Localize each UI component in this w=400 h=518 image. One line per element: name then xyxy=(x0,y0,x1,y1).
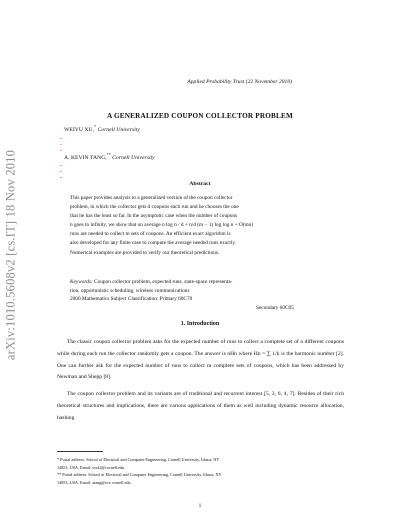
abstract-line: Numerical examples are provided to verify our theoretical predictions. xyxy=(70,249,220,256)
author-name: WEIYU XU, xyxy=(64,126,95,133)
section-heading: 1. Introduction xyxy=(180,321,220,327)
abstract-line: problem, in which the collector gets d coupons each run and he chooses the one xyxy=(70,204,239,211)
author-mark: • • • xyxy=(60,136,62,153)
author-affiliation: Cornell University xyxy=(112,154,155,161)
journal-header: Applied Probability Trust (22 November 2010) xyxy=(187,79,292,85)
intro-paragraph-2 xyxy=(57,389,344,424)
body-line: a coupon. The answer is nHn where Hn = ∑ 1/k is the harmonic number [2]. One xyxy=(57,350,344,369)
abstract-heading: Abstract xyxy=(189,181,211,187)
msc-secondary: Secondary 60C05 xyxy=(256,305,294,311)
footnote-line: ** Postal address: School of Electrical and Computer Engineering, Cornell University, Ithaca, NY xyxy=(57,472,222,478)
abstract-line: runs are needed to collect m sets of coupons. An efficient exact algorithm is xyxy=(70,231,231,238)
body-line: interest [5, 3, 6, 4, 7]. Besides of their rich theoretical structures and implications, there xyxy=(57,391,345,409)
footnote-line: 14853, USA. Email: wx42@cornell.edu. xyxy=(57,464,126,470)
keywords xyxy=(70,278,332,296)
intro-text xyxy=(57,337,344,430)
footnotes xyxy=(57,456,344,487)
abstract-line: n goes to infinity, we show that on average n log n / d + n/d (m − 1) log log n + O(mn) xyxy=(70,222,254,229)
body-line: The classic coupon collector problem asks for the expected number of runs to collect xyxy=(67,339,259,345)
abstract-line: also developed for any finite case to compute the average needed runs exactly. xyxy=(70,240,236,247)
author-affiliation: Cornell University xyxy=(97,126,140,133)
keywords-text: Coupon collector problem, expected runs, state-space representa- xyxy=(94,279,233,285)
footnote-line: * Postal address: School of Electrical and Computer Engineering, Cornell University, Ithaca, NY xyxy=(57,457,220,462)
author-name: A. KEVIN TANG, xyxy=(64,154,107,161)
abstract-line: This paper provides analysis to a generalized version of the coupon collector xyxy=(70,195,233,201)
arxiv-stamp[interactable]: arXiv:1010.5608v2 [cs.IT] 18 Nov 2010 xyxy=(3,149,18,361)
abstract-line: that he has the least so far. In the asymptotic case when the number of coupons xyxy=(70,213,238,220)
footnote-rule xyxy=(57,451,103,452)
intro-paragraph-1 xyxy=(57,337,344,384)
author-mark: • • • xyxy=(60,163,62,180)
author-footnote-mark[interactable]: ** xyxy=(106,152,111,157)
msc-primary: 2000 Mathematics Subject Classification: Primary 60C70 xyxy=(70,296,193,302)
body-line: a complete set of n different coupons while during each run the collector randomly gets xyxy=(57,339,345,357)
keywords-label: Keywords: xyxy=(70,279,93,285)
body-line: The coupon collector problem and its variants are of traditional and recurrent xyxy=(67,391,244,398)
paper-title: A GENERALIZED COUPON COLLECTOR PROBLEM xyxy=(107,112,293,120)
body-line: are various applications of them as well including dynamic resource allocation, hashing xyxy=(57,402,344,421)
author-1 xyxy=(64,124,140,133)
author-2 xyxy=(64,152,155,161)
keywords-text-continued: tion, opportunistic scheduling, wireless communications xyxy=(70,288,190,295)
body-line: which has been addressed by Newman and Shepp [8]. xyxy=(57,362,344,381)
abstract-body xyxy=(70,194,332,258)
footnote-line: 14853, USA. Email: atang@ece.cornell.edu. xyxy=(57,480,132,486)
page-number: 1 xyxy=(198,503,202,509)
body-line: can further ask for the expected number of runs to collect m complete sets of coupons, xyxy=(68,362,274,369)
author-footnote-mark[interactable]: * xyxy=(94,124,97,129)
